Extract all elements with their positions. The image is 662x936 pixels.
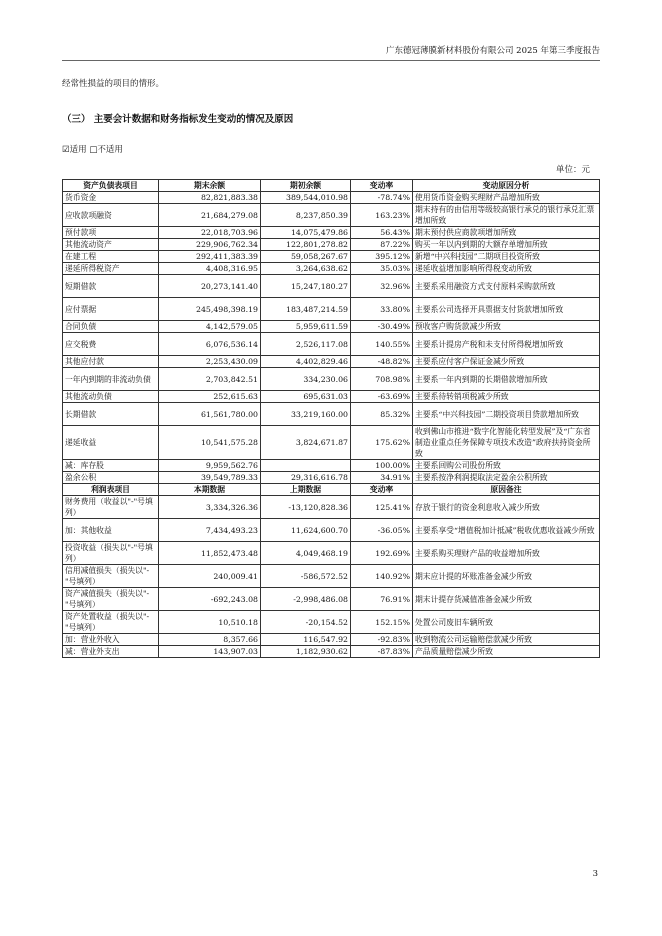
applicable-checkbox-line: ☑适用 □不适用 — [62, 145, 123, 155]
row-item-name: 资产处置收益（损失以"-"号填列） — [63, 611, 159, 634]
row-item-name: 其他流动资产 — [63, 239, 159, 251]
row-change-rate: 33.80% — [351, 298, 413, 321]
row-value-a: 8,357.66 — [159, 634, 261, 646]
row-change-rate: -30.49% — [351, 321, 413, 333]
row-item-name: 加：其他收益 — [63, 519, 159, 542]
unit-label: 单位：元 — [555, 165, 590, 175]
table-row — [63, 263, 600, 275]
row-item-name: 其他应付款 — [63, 356, 159, 368]
row-value-a: 2,253,430.09 — [159, 356, 261, 368]
row-reason: 主要系按净利润提取法定盈余公积所致 — [413, 472, 600, 484]
row-item-name: 资产减值损失（损失以"-"号填列） — [63, 588, 159, 611]
row-change-rate: 192.69% — [351, 542, 413, 565]
row-value-a: 39,549,789.33 — [159, 472, 261, 484]
table-row — [63, 204, 600, 227]
row-value-a: 9,959,562.76 — [159, 460, 261, 472]
row-change-rate: 32.96% — [351, 275, 413, 298]
row-change-rate: 152.15% — [351, 611, 413, 634]
table-row — [63, 391, 600, 403]
row-item-name: 应交税费 — [63, 333, 159, 356]
row-change-rate: 85.32% — [351, 403, 413, 426]
row-value-b: 3,264,638.62 — [261, 263, 351, 275]
row-reason: 期末持有的由信用等级较高银行承兑的银行承兑汇票增加所致 — [413, 204, 600, 227]
table-row — [63, 251, 600, 263]
table-row — [63, 356, 600, 368]
row-value-b: -2,998,486.08 — [261, 588, 351, 611]
row-reason: 主要系计提房产税和未支付所得税增加所致 — [413, 333, 600, 356]
row-value-a: 252,615.63 — [159, 391, 261, 403]
table-row — [63, 403, 600, 426]
row-change-rate: 100.00% — [351, 460, 413, 472]
row-value-b: 8,237,850.39 — [261, 204, 351, 227]
row-item-name: 应付票据 — [63, 298, 159, 321]
table-row — [63, 227, 600, 239]
row-value-a: 10,541,575.28 — [159, 426, 261, 460]
table-row — [63, 542, 600, 565]
row-value-a: 240,009.41 — [159, 565, 261, 588]
row-reason: 产品质量赔偿减少所致 — [413, 646, 600, 658]
row-value-a: -692,243.08 — [159, 588, 261, 611]
table-row — [63, 239, 600, 251]
row-change-rate: 56.43% — [351, 227, 413, 239]
row-value-b: 116,547.92 — [261, 634, 351, 646]
row-reason: 主要系享受“增值税加计抵减”税收优惠收益减少所致 — [413, 519, 600, 542]
row-change-rate: -87.83% — [351, 646, 413, 658]
row-value-b: 14,075,479.86 — [261, 227, 351, 239]
row-value-a: 3,334,326.36 — [159, 496, 261, 519]
table-row — [63, 298, 600, 321]
table-row — [63, 565, 600, 588]
row-item-name: 预付款项 — [63, 227, 159, 239]
row-value-b: 5,959,611.59 — [261, 321, 351, 333]
income-header-cell: 本期数据 — [159, 484, 261, 496]
table-row — [63, 192, 600, 204]
row-item-name: 投资收益（损失以"-"号填列） — [63, 542, 159, 565]
row-value-b: 29,316,616.78 — [261, 472, 351, 484]
row-change-rate: 395.12% — [351, 251, 413, 263]
table-row — [63, 368, 600, 391]
row-value-a: 143,907.03 — [159, 646, 261, 658]
row-value-b: -13,120,828.36 — [261, 496, 351, 519]
row-value-a: 11,852,473.48 — [159, 542, 261, 565]
row-reason: 递延收益增加影响所得税变动所致 — [413, 263, 600, 275]
row-reason: 预收客户购货款减少所致 — [413, 321, 600, 333]
row-value-a: 20,273,141.40 — [159, 275, 261, 298]
row-value-b: 695,631.03 — [261, 391, 351, 403]
row-value-a: 2,703,842.51 — [159, 368, 261, 391]
balance-header-cell: 变动原因分析 — [413, 180, 600, 192]
row-value-b: -586,572.52 — [261, 565, 351, 588]
row-reason: 使用货币资金购买理财产品增加所致 — [413, 192, 600, 204]
row-reason: 期末预付供应商款项增加所致 — [413, 227, 600, 239]
row-value-b: 59,058,267.67 — [261, 251, 351, 263]
row-item-name: 长期借款 — [63, 403, 159, 426]
row-item-name: 财务费用（收益以"-"号填列） — [63, 496, 159, 519]
table-row — [63, 634, 600, 646]
row-reason: 期末应计提的坏账准备金减少所致 — [413, 565, 600, 588]
row-value-b: 15,247,180.27 — [261, 275, 351, 298]
page-number: 3 — [592, 869, 598, 879]
row-item-name: 减：营业外支出 — [63, 646, 159, 658]
row-change-rate: 34.91% — [351, 472, 413, 484]
row-value-a: 4,408,316.95 — [159, 263, 261, 275]
row-change-rate: -78.74% — [351, 192, 413, 204]
row-reason: 新增“中兴科技园”二期项目投资所致 — [413, 251, 600, 263]
row-item-name: 信用减值损失（损失以"-"号填列） — [63, 565, 159, 588]
page-header: 广东德冠薄膜新材料股份有限公司 2025 年第三季度报告 — [62, 44, 600, 61]
balance-header-cell: 期初余额 — [261, 180, 351, 192]
row-value-b: 11,624,600.70 — [261, 519, 351, 542]
table-row — [63, 426, 600, 460]
row-reason: 处置公司废旧车辆所致 — [413, 611, 600, 634]
row-change-rate: -48.82% — [351, 356, 413, 368]
row-reason: 期末计提存货减值准备金减少所致 — [413, 588, 600, 611]
row-change-rate: 163.23% — [351, 204, 413, 227]
row-value-b: 334,230.06 — [261, 368, 351, 391]
row-value-b: 122,801,278.82 — [261, 239, 351, 251]
row-change-rate: -63.69% — [351, 391, 413, 403]
row-value-a: 82,821,883.38 — [159, 192, 261, 204]
row-value-a: 245,498,398.19 — [159, 298, 261, 321]
balance-header-cell: 期末余额 — [159, 180, 261, 192]
balance-header-row — [63, 180, 600, 192]
row-reason: 主要系待转销项税减少所致 — [413, 391, 600, 403]
row-reason: 主要系“中兴科技园”二期投资项目贷款增加所致 — [413, 403, 600, 426]
table-row — [63, 646, 600, 658]
table-row — [63, 321, 600, 333]
row-reason: 存放于银行的资金利息收入减少所致 — [413, 496, 600, 519]
section-title: （三） 主要会计数据和财务指标发生变动的情况及原因 — [62, 114, 294, 125]
income-header-cell: 变动率 — [351, 484, 413, 496]
row-value-b: 1,182,930.62 — [261, 646, 351, 658]
row-value-b: 3,824,671.87 — [261, 426, 351, 460]
row-value-a: 292,411,383.39 — [159, 251, 261, 263]
table-row — [63, 333, 600, 356]
row-value-a: 61,561,780.00 — [159, 403, 261, 426]
row-change-rate: 125.41% — [351, 496, 413, 519]
row-value-a: 10,510.18 — [159, 611, 261, 634]
row-reason: 购买一年以内到期的大额存单增加所致 — [413, 239, 600, 251]
table-row — [63, 496, 600, 519]
table-row — [63, 519, 600, 542]
row-item-name: 一年内到期的非流动负债 — [63, 368, 159, 391]
row-item-name: 应收款项融资 — [63, 204, 159, 227]
row-value-a: 4,142,579.05 — [159, 321, 261, 333]
row-value-b — [261, 460, 351, 472]
row-reason: 主要系一年内到期的长期借款增加所致 — [413, 368, 600, 391]
row-item-name: 其他流动负债 — [63, 391, 159, 403]
row-change-rate: 87.22% — [351, 239, 413, 251]
row-value-b: 33,219,160.00 — [261, 403, 351, 426]
income-header-cell: 利润表项目 — [63, 484, 159, 496]
row-item-name: 合同负债 — [63, 321, 159, 333]
income-header-cell: 原因备注 — [413, 484, 600, 496]
row-reason: 收到物流公司运输赔偿款减少所致 — [413, 634, 600, 646]
balance-header-cell: 资产负债表项目 — [63, 180, 159, 192]
balance-header-cell: 变动率 — [351, 180, 413, 192]
table-row — [63, 611, 600, 634]
table-row — [63, 275, 600, 298]
row-value-a: 229,906,762.34 — [159, 239, 261, 251]
row-change-rate: 140.92% — [351, 565, 413, 588]
row-change-rate: 76.91% — [351, 588, 413, 611]
row-item-name: 递延收益 — [63, 426, 159, 460]
income-header-row — [63, 484, 600, 496]
row-reason: 主要系公司选择开具票据支付货款增加所致 — [413, 298, 600, 321]
row-reason: 主要系应付客户保证金减少所致 — [413, 356, 600, 368]
financial-changes-table — [62, 179, 600, 658]
income-header-cell: 上期数据 — [261, 484, 351, 496]
row-item-name: 盈余公积 — [63, 472, 159, 484]
row-change-rate: 175.62% — [351, 426, 413, 460]
row-value-a: 6,076,536.14 — [159, 333, 261, 356]
row-value-b: 4,049,468.19 — [261, 542, 351, 565]
row-item-name: 在建工程 — [63, 251, 159, 263]
row-value-b: -20,154.52 — [261, 611, 351, 634]
row-value-a: 22,018,703.96 — [159, 227, 261, 239]
row-value-a: 7,434,493.23 — [159, 519, 261, 542]
row-reason: 收到佛山市推进“数字化智能化转型发展”及“广东省制造业重点任务保障专项技术改造”政府扶持资金所致 — [413, 426, 600, 460]
row-value-b: 2,526,117.08 — [261, 333, 351, 356]
row-value-b: 183,487,214.59 — [261, 298, 351, 321]
row-value-a: 21,684,279.08 — [159, 204, 261, 227]
row-change-rate: 140.55% — [351, 333, 413, 356]
row-reason: 主要系采用融资方式支付原料采购款所致 — [413, 275, 600, 298]
row-value-b: 4,402,829.46 — [261, 356, 351, 368]
intro-text: 经常性损益的项目的情形。 — [62, 79, 165, 89]
row-item-name: 货币资金 — [63, 192, 159, 204]
row-value-b: 389,544,010.98 — [261, 192, 351, 204]
table-row — [63, 472, 600, 484]
row-reason: 主要系回购公司股份所致 — [413, 460, 600, 472]
row-change-rate: -92.83% — [351, 634, 413, 646]
row-item-name: 减：库存股 — [63, 460, 159, 472]
row-change-rate: 708.98% — [351, 368, 413, 391]
row-change-rate: -36.05% — [351, 519, 413, 542]
row-change-rate: 35.03% — [351, 263, 413, 275]
row-item-name: 加：营业外收入 — [63, 634, 159, 646]
row-item-name: 短期借款 — [63, 275, 159, 298]
row-item-name: 递延所得税资产 — [63, 263, 159, 275]
table-row — [63, 588, 600, 611]
row-reason: 主要系购买理财产品的收益增加所致 — [413, 542, 600, 565]
table-row — [63, 460, 600, 472]
